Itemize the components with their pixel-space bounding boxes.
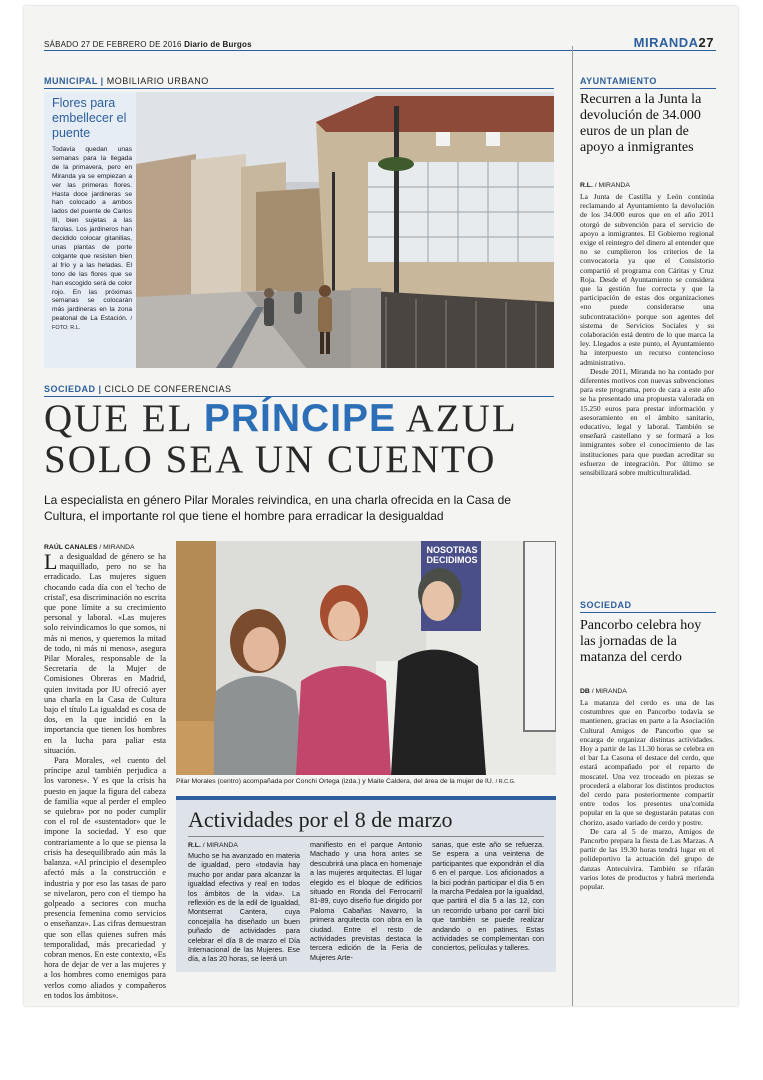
flowers-body: [52, 146, 132, 333]
main-section: SOCIEDAD: [44, 384, 96, 394]
junta-section-label: AYUNTAMIENTO: [580, 76, 657, 86]
actividades-box: [176, 796, 556, 972]
pancorbo-section-rule: [580, 612, 716, 613]
pancorbo-body-1: La matanza del cerdo es una de las costumbres que en Pancorbo todavía se mantienen, gracias en parte a la Asociación Cultural Amigos de Pancorbo que se encarga de organizar distintas actividades. Hoy a partir de las 11.30 horas se celebra en el bar La Casona el destace del cerdo, que estará acompañado por el reparto de moscatel. Una vez troceado en piezas se procederá a elaborar los distintos productos del cerdo para posteriormente compartir entre todos los presentes una'comida popular en la que se degustarán patatas con chorizo, asado variado de cerdo y postre.: [580, 698, 714, 827]
pancorbo-body-2: De cara al 5 de marzo, Amigos de Pancorbo prepara la fiesta de Las Marzas. A partir de las 19.30 horas tendrá lugar en el polideportivo la actuación del grupo de danzas Antecuivira. También se rifarán varios lotes de productos y habrá merienda popular.: [580, 826, 714, 892]
junta-byline-author: R.L.: [580, 182, 593, 189]
actividades-title-rule: [188, 836, 544, 837]
actividades-title: Actividades por el 8 de marzo: [188, 807, 453, 832]
junta-byline: [580, 182, 630, 189]
junta-body-2: Desde 2011, Miranda no ha contado por diferentes motivos con nuevas subvenciones para este programa, pero de cara a este año se ha presentado una propuesta valorada en 15.250 euros para prestar información y asesoramiento en el ámbito sanitario, educativo, legal y laboral. También se enseñará castellano y se formará a los inmigrantes sobre el conocimiento de las instituciones para que puedan acreditar su esfuerzo de integración. Por último se sensibilizará sobre multiculturalidad.: [580, 366, 714, 478]
main-headline: [44, 398, 564, 480]
pancorbo-section-label: SOCIEDAD: [580, 600, 632, 610]
flowers-rule: [44, 88, 554, 89]
header-date: SÁBADO 27 DE FEBRERO DE 2016: [44, 40, 182, 49]
conference-photo-illustration: [176, 541, 556, 775]
actividades-byline: [188, 842, 238, 849]
main-section-label: SOCIEDAD | CICLO DE CONFERENCIAS: [44, 384, 232, 394]
headline-line2: SOLO SEA UN CUENTO: [44, 438, 497, 481]
pancorbo-byline-place: / MIRANDA: [591, 688, 627, 695]
actividades-col-1: Mucho se ha avanzado en materia de igualdad, pero «todavía hay mucho por andar para alcanzar la igualdad efectiva y real en todos los ámbitos de la vida». La reflexión es de la edil de Igualdad, Montserrat Cantera, cuya concejalía ha diseñado un buen puñado de actividades para celebrar el día 8 de marzo el Día Internacional de las Mujeres. Ese día, a las 20 horas, se leerá un: [188, 851, 300, 964]
junta-body: [580, 192, 714, 477]
flowers-body-text: Todavía quedan unas semanas para la llegada de la primavera, pero en Miranda ya se empiezan a ver las primeras flores. Hasta doce jardineras se han colocado a ambos lados del puente de Carlos III, bien sujetas a las farolas. Los jardineros han decidido colocar gitanillas, unas plantas de porte colgante que resisten bien al frío y a las heladas. El tono de las flores que se han escogido será de color rojo. En las próximas semanas se colocarán más jardineras en la zona peatonal de La Estación.: [52, 146, 132, 323]
actividades-col-3: sanas, que este año se refuerza. Se espera a una veintena de participantes que expondrán el día 6 en el parque. Los aficionados a la bici podrán participar el día 5 en la marcha Pedalea por la igualdad, que partirá el día 5 a las 12, con un recorrido urbano por carril bici que también se puede realizar andando o en patines. Estas actividades se complementan con conciertos, películas y talleres.: [432, 840, 544, 953]
flowers-title: Flores para embellecer el puente: [52, 96, 127, 140]
header-rule: [44, 50, 716, 51]
header-section-page: [634, 35, 714, 50]
junta-byline-place: / MIRANDA: [594, 182, 630, 189]
pancorbo-body: [580, 698, 714, 891]
conference-photo-credit: / R.C.G.: [495, 779, 516, 785]
right-column-divider: [572, 46, 573, 1006]
conference-photo: [176, 541, 556, 775]
main-byline-place: / MIRANDA: [99, 544, 135, 551]
flowers-subsection: MOBILIARIO URBANO: [106, 76, 209, 86]
junta-title: Recurren a la Junta la devolución de 34.000 euros de un plan de apoyo a inmigrantes: [580, 92, 702, 155]
actividades-col-2: manifiesto en el parque Antonio Machado y una hora antes se descubrirá una placa en homenaje a las mujeres arquitectas. El lugar elegido es el bloque de edificios situado en Ronda del Ferrocarril 81-89, cuyo diseño fue dirigido por Paloma Cabañas Navarro, la primera arquitecta con obra en la ciudad. Entre el resto de actividades previstas destaca la tercera edición de la Feria de Mujeres Arte-: [310, 840, 422, 962]
bridge-photo: [136, 92, 554, 368]
pancorbo-title: Pancorbo celebra hoy las jornadas de la matanza del cerdo: [580, 618, 702, 665]
poster-text: NOSOTRAS DECIDIMOS: [426, 545, 478, 565]
headline-part2: AZUL: [396, 397, 518, 440]
main-subsection: CICLO DE CONFERENCIAS: [104, 384, 232, 394]
headline-highlight: PRÍNCIPE: [203, 397, 397, 440]
pancorbo-byline-author: DB: [580, 688, 590, 695]
main-body-dropcap: L: [44, 549, 58, 574]
header-date-line: [44, 40, 252, 49]
actividades-byline-author: R.L.: [188, 842, 201, 849]
main-subhead: La especialista en género Pilar Morales reivindica, en una charla ofrecida en la Casa de Cultura, el importante rol que tiene el hombre para erradicar la desigualdad: [44, 493, 511, 523]
main-body-2: Para Morales, «el cuento del príncipe azul también perjudica a los varones». Y es que la crisis ha puesto en jaque la figura del cabeza de familia «que al perder el empleo se quiebra» por no poder cumplir con el rol de «sustentador» que le impone la sociedad. Y eso que contrariamente a lo que se piensa la crisis ha desequilibrado aún más la balanza. «Al principio el desempleo afectó más a la construcción e industria y por eso las tasas de paro se nivelaron, pero con el tiempo ha golpeado a sectores con mucha presencia femenina como servicios o enseñanza». Las cifras demuestran que son ellas quienes sufren más temporalidad, más precariedad y cobran menos. En este contexto, «Es hora de dejar de ver a las mujeres y a los hombres como enemigos para verlos como aliados y compañeros en todos los ámbitos».: [44, 756, 166, 1000]
flowers-box: [44, 92, 136, 368]
actividades-top-bar: [176, 796, 556, 800]
header-section: MIRANDA: [633, 35, 699, 50]
junta-body-1: La Junta de Castilla y León continúa reclamando al Ayuntamiento la devolución de los 34.000 euros que en el año 2011 otorgó de subvención para el servicio de apoyo a inmigrantes. El Gobierno regional exige el reintegro del dinero al entender que no se cumplieron los criterios de la convocatoria ya que el Consistorio compartió el programa con Cáritas y Cruz Roja. Desde el Ayuntamiento se considera que la gestión fue correcta y que la participación de estas dos organizaciones «no puede considerarse una subcontratación» porque son agentes del sistema de Servicios Sociales y su colaboración está dentro de lo que marca la ley. Llegados a este punto, el Ayuntamiento ha interpuesto un recurso contencioso administrativo.: [580, 192, 714, 367]
junta-section-rule: [580, 88, 716, 89]
bridge-photo-illustration: [136, 92, 554, 368]
main-byline-author: RAÚL CANALES: [44, 544, 98, 551]
main-body-column: [44, 549, 166, 1001]
main-byline: [44, 544, 135, 551]
pancorbo-byline: [580, 688, 627, 695]
main-body-1: a desigualdad de género se ha maquillado, pero no se ha erradicado. Las mujeres siguen chocando cada día con el 'techo de cristal', esa discriminación no escrita que pone límite a su crecimiento personal y laboral. «Las mujeres solo reivindicamos lo que somos, ni más ni menos, y queremos la mitad de todo, ni más ni menos», asegura Pilar Morales, responsable de la Secretaría de la Mujer de Comisiones Obreras en Madrid, quien invitada por IU ofreció ayer una charla en la Casa de Cultura bajo el título La igualdad es cosa de dos, en la que incidió en la importancia que tienen los hombres en la lucha para paliar esta situación.: [44, 552, 166, 755]
actividades-byline-place: / MIRANDA: [202, 842, 238, 849]
conference-photo-caption: [176, 778, 556, 785]
conference-caption-text: Pilar Morales (centro) acompañada por Conchi Ortega (izda.) y Maite Caldera, del área de la mujer de IU.: [176, 778, 494, 785]
header-page-number: 27: [698, 35, 714, 50]
flowers-section: MUNICIPAL: [44, 76, 98, 86]
flowers-section-label: MUNICIPAL | MOBILIARIO URBANO: [44, 76, 209, 86]
headline-part1: QUE EL: [44, 397, 204, 440]
header-paper-name: Diario de Burgos: [184, 40, 252, 49]
flowers-credit: / FOTO: R.L.: [52, 316, 132, 332]
newspaper-page: [24, 6, 738, 1006]
